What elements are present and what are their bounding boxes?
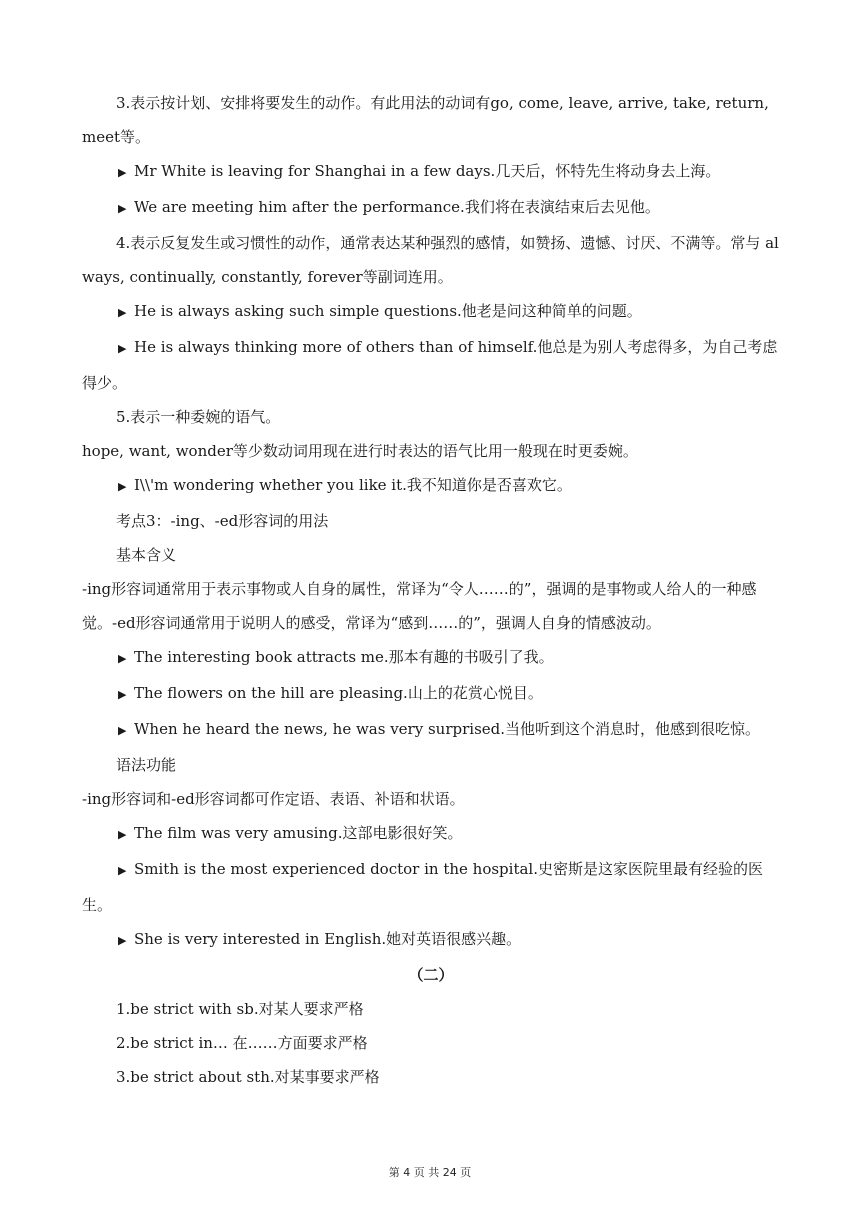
- paragraph: [82, 1060, 780, 1094]
- example-sentence: [82, 154, 780, 190]
- line-text: -ing形容词和-ed形容词都可作定语、表语、补语和状语。: [82, 790, 465, 808]
- line-text: 基本含义: [116, 546, 177, 564]
- bullet-icon: ▶: [118, 306, 127, 319]
- example-sentence: [82, 922, 780, 958]
- line-text: -ing形容词通常用于表示事物或人自身的属性，常译为“令人……的”，强调的是事物或人给人的一种感觉。-ed形容词通常用于说明人的感受，常译为“感到……的”，强调人自身的情感波动。: [82, 580, 757, 632]
- bullet-icon: ▶: [118, 202, 127, 215]
- example-sentence: [82, 330, 780, 400]
- line-text: The interesting book attracts me.那本有趣的书吸引了我。: [134, 648, 554, 666]
- bullet-icon: ▶: [118, 864, 127, 877]
- paragraph: [82, 782, 780, 816]
- bullet-icon: ▶: [118, 828, 127, 841]
- example-sentence: [82, 676, 780, 712]
- paragraph: [82, 538, 780, 572]
- paragraph: [82, 504, 780, 538]
- example-sentence: [82, 816, 780, 852]
- example-sentence: [82, 640, 780, 676]
- bullet-icon: ▶: [118, 934, 127, 947]
- paragraph: [82, 572, 780, 640]
- example-sentence: [82, 852, 780, 922]
- line-text: 考点3：-ing、-ed形容词的用法: [116, 512, 329, 530]
- bullet-icon: ▶: [118, 652, 127, 665]
- example-sentence: [82, 190, 780, 226]
- example-sentence: [82, 468, 780, 504]
- line-text: （二）: [408, 966, 454, 984]
- bullet-icon: ▶: [118, 166, 127, 179]
- bullet-icon: ▶: [118, 688, 127, 701]
- line-text: The flowers on the hill are pleasing.山上的花赏心悦目。: [134, 684, 543, 702]
- section-heading: [82, 958, 780, 992]
- bullet-icon: ▶: [118, 342, 127, 355]
- paragraph: [82, 748, 780, 782]
- line-text: When he heard the news, he was very surprised.当他听到这个消息时，他感到很吃惊。: [134, 720, 761, 738]
- paragraph: [82, 226, 780, 294]
- paragraph: [82, 400, 780, 434]
- document-body: [82, 86, 780, 1094]
- line-text: Mr White is leaving for Shanghai in a few days.几天后，怀特先生将动身去上海。: [134, 162, 721, 180]
- bullet-icon: ▶: [118, 724, 127, 737]
- paragraph: [82, 434, 780, 468]
- bullet-icon: ▶: [118, 480, 127, 493]
- line-text: We are meeting him after the performance.我们将在表演结束后去见他。: [134, 198, 660, 216]
- line-text: 2.be strict in… 在……方面要求严格: [116, 1034, 368, 1052]
- line-text: hope, want, wonder等少数动词用现在进行时表达的语气比用一般现在时更委婉。: [82, 442, 638, 460]
- line-text: 语法功能: [116, 756, 177, 774]
- example-sentence: [82, 712, 780, 748]
- line-text: I\\'m wondering whether you like it.我不知道你是否喜欢它。: [134, 476, 572, 494]
- line-text: He is always asking such simple questions.他老是问这种简单的问题。: [134, 302, 642, 320]
- line-text: Smith is the most experienced doctor in the hospital.史密斯是这家医院里最有经验的医生。: [82, 860, 763, 914]
- page-footer: 第 4 页 共 24 页: [388, 1166, 472, 1179]
- line-text: The film was very amusing.这部电影很好笑。: [134, 824, 463, 842]
- line-text: 4.表示反复发生或习惯性的动作，通常表达某种强烈的感情，如赞扬、遗憾、讨厌、不满等。常与 always, continually, constantly, forever等副词连用。: [82, 234, 779, 286]
- line-text: 3.be strict about sth.对某事要求严格: [116, 1068, 380, 1086]
- line-text: She is very interested in English.她对英语很感兴趣。: [134, 930, 522, 948]
- paragraph: [82, 86, 780, 154]
- line-text: 5.表示一种委婉的语气。: [116, 408, 281, 426]
- paragraph: [82, 1026, 780, 1060]
- line-text: 1.be strict with sb.对某人要求严格: [116, 1000, 364, 1018]
- line-text: He is always thinking more of others than of himself.他总是为别人考虑得多，为自己考虑得少。: [82, 338, 778, 392]
- example-sentence: [82, 294, 780, 330]
- line-text: 3.表示按计划、安排将要发生的动作。有此用法的动词有go, come, leave, arrive, take, return, meet等。: [82, 94, 769, 146]
- paragraph: [82, 992, 780, 1026]
